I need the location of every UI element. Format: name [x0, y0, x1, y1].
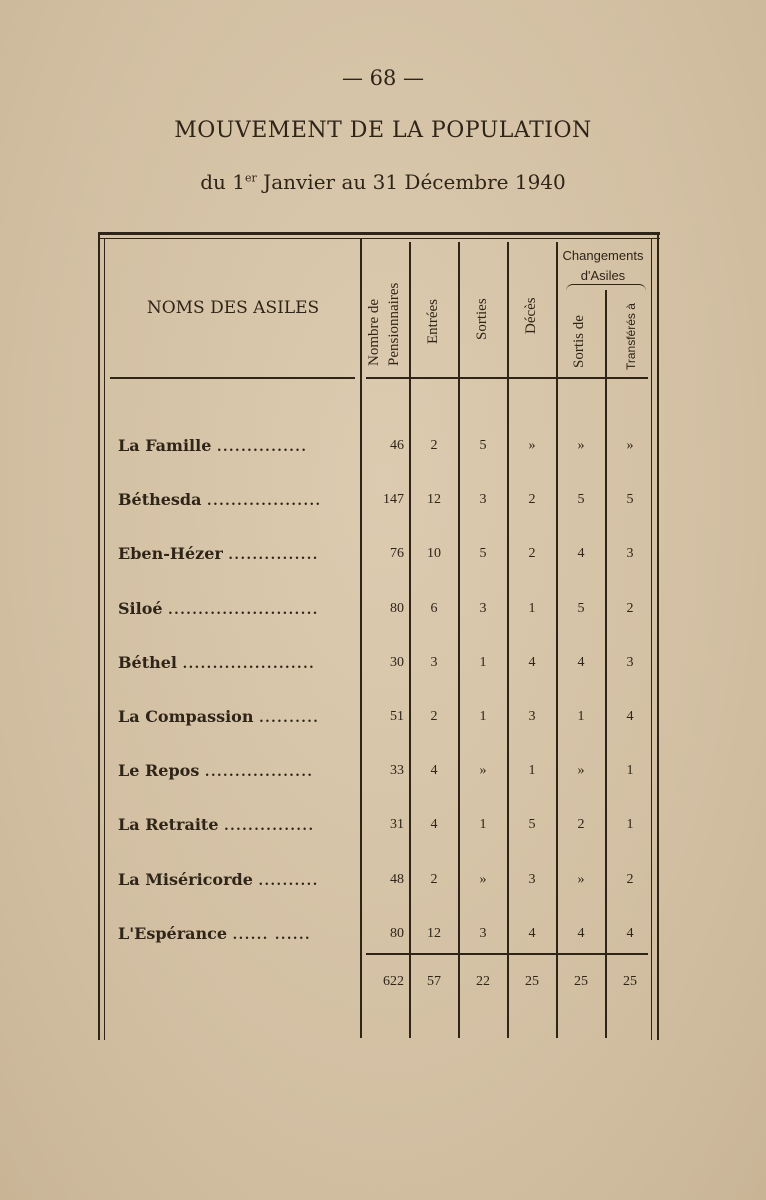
subtitle-day: 1	[232, 170, 246, 194]
page-number: — 68 —	[341, 66, 425, 90]
cell-transf: 5	[626, 492, 634, 507]
totals-rule	[366, 953, 648, 955]
table-top-rule	[98, 232, 660, 235]
col-header-transferes: Transférés à	[624, 303, 638, 370]
leader-dots: ...... ......	[232, 928, 311, 943]
cell-entrees: 2	[430, 438, 438, 453]
subtitle-prefix: du	[200, 170, 226, 194]
cell-deces: 4	[528, 655, 536, 670]
cell-sorties: 3	[479, 601, 487, 616]
asile-name	[118, 870, 319, 889]
cell-deces: 3	[528, 709, 536, 724]
col-sep-3	[458, 242, 460, 1038]
asile-name	[118, 599, 319, 618]
cell-pens: 76	[390, 546, 404, 561]
cell-deces: »	[528, 438, 536, 453]
cell-transf: 2	[626, 872, 634, 887]
table-right-border-inner	[651, 238, 652, 1040]
cell-sortis: 4	[577, 655, 585, 670]
cell-transf: 2	[626, 601, 634, 616]
total-sortis: 25	[574, 974, 588, 989]
cell-sorties: 1	[479, 817, 487, 832]
asile-name-text: Béthel	[118, 653, 177, 672]
asile-name-text: La Compassion	[118, 707, 254, 726]
cell-sorties: 3	[479, 926, 487, 941]
cell-deces: 5	[528, 817, 536, 832]
table-left-border-inner	[104, 238, 105, 1040]
subtitle-sup: er	[245, 171, 257, 185]
cell-pens: 51	[390, 709, 404, 724]
cell-sorties: 1	[479, 709, 487, 724]
cell-pens: 33	[390, 763, 404, 778]
col-header-nombre-line2: Pensionnaires	[386, 282, 402, 366]
cell-entrees: 3	[430, 655, 438, 670]
cell-deces: 1	[528, 763, 536, 778]
col-sep-2	[409, 242, 411, 1038]
total-entrees: 57	[427, 974, 441, 989]
asile-name-text: La Miséricorde	[118, 870, 253, 889]
col-sep-5	[556, 242, 558, 1038]
table-top-rule-thin	[98, 238, 660, 239]
cell-deces: 2	[528, 492, 536, 507]
cell-sortis: 1	[577, 709, 585, 724]
table-right-border	[657, 232, 659, 1040]
cell-transf: 4	[626, 926, 634, 941]
col-header-sortis-de: Sortis de	[571, 315, 587, 368]
cell-transf: 1	[626, 817, 634, 832]
header-rule-names	[110, 377, 355, 379]
asile-name	[118, 490, 322, 509]
leader-dots: ...............	[224, 819, 315, 834]
asile-name	[118, 761, 313, 780]
col-sep-1	[360, 238, 362, 1038]
col-header-entrees: Entrées	[425, 299, 441, 344]
cell-sortis: 5	[577, 492, 585, 507]
cell-deces: 4	[528, 926, 536, 941]
cell-transf: 4	[626, 709, 634, 724]
cell-sortis: 2	[577, 817, 585, 832]
asile-name-text: La Retraite	[118, 815, 219, 834]
asile-name-text: L'Espérance	[118, 924, 228, 943]
cell-entrees: 4	[430, 817, 438, 832]
leader-dots: ...............	[228, 548, 319, 563]
col-header-nombre-line1: Nombre de	[366, 298, 382, 366]
cell-pens: 30	[390, 655, 404, 670]
asile-name	[118, 815, 314, 834]
asile-name-text: Siloé	[118, 599, 163, 618]
changements-brace	[566, 284, 646, 291]
cell-entrees: 10	[427, 546, 441, 561]
cell-sortis: 4	[577, 926, 585, 941]
page-title: MOUVEMENT DE LA POPULATION	[174, 118, 592, 143]
subtitle-rest: Janvier au 31 Décembre 1940	[263, 170, 566, 194]
cell-pens: 147	[383, 492, 404, 507]
leader-dots: ...................	[207, 494, 322, 509]
asile-name	[118, 653, 315, 672]
asile-name-text: La Famille	[118, 436, 212, 455]
col-sep-4	[507, 242, 509, 1038]
cell-sortis: »	[577, 763, 585, 778]
cell-sorties: 3	[479, 492, 487, 507]
asile-name	[118, 707, 319, 726]
asile-name	[118, 924, 311, 943]
cell-sorties: 1	[479, 655, 487, 670]
cell-sortis: 4	[577, 546, 585, 561]
cell-transf: 1	[626, 763, 634, 778]
cell-pens: 48	[390, 872, 404, 887]
changements-line2: d'Asiles	[580, 268, 626, 283]
asile-name-text: Le Repos	[118, 761, 200, 780]
cell-transf: »	[626, 438, 634, 453]
total-pens: 622	[383, 974, 404, 989]
name-column-header: NOMS DES ASILES	[146, 298, 320, 318]
leader-dots: ..........	[259, 711, 320, 726]
col-sep-6	[605, 290, 607, 1038]
asile-name-text: Eben-Hézer	[118, 544, 223, 563]
cell-entrees: 6	[430, 601, 438, 616]
cell-entrees: 12	[427, 492, 441, 507]
cell-deces: 1	[528, 601, 536, 616]
col-header-sorties: Sorties	[474, 298, 490, 340]
cell-sorties: 5	[479, 546, 487, 561]
col-header-deces: Décès	[523, 297, 539, 334]
cell-sorties: »	[479, 872, 487, 887]
cell-transf: 3	[626, 655, 634, 670]
total-sorties: 22	[476, 974, 490, 989]
cell-pens: 31	[390, 817, 404, 832]
leader-dots: ..................	[204, 765, 314, 780]
cell-sortis: 5	[577, 601, 585, 616]
asile-name-text: Béthesda	[118, 490, 202, 509]
table-left-border	[98, 232, 100, 1040]
cell-deces: 2	[528, 546, 536, 561]
header-rule-cols	[366, 377, 648, 379]
cell-sortis: »	[577, 438, 585, 453]
total-deces: 25	[525, 974, 539, 989]
changements-line1: Changements	[562, 248, 644, 263]
total-transf: 25	[623, 974, 637, 989]
cell-sorties: »	[479, 763, 487, 778]
changements-header	[558, 246, 648, 286]
cell-pens: 80	[390, 601, 404, 616]
cell-sorties: 5	[479, 438, 487, 453]
leader-dots: ...............	[216, 440, 308, 455]
leader-dots: ......................	[182, 657, 316, 672]
cell-entrees: 2	[430, 872, 438, 887]
cell-pens: 80	[390, 926, 404, 941]
cell-entrees: 2	[430, 709, 438, 724]
asile-name	[118, 436, 307, 455]
cell-pens: 46	[390, 438, 404, 453]
leader-dots: ..........	[258, 874, 319, 889]
cell-transf: 3	[626, 546, 634, 561]
cell-sortis: »	[577, 872, 585, 887]
cell-entrees: 12	[427, 926, 441, 941]
cell-entrees: 4	[430, 763, 438, 778]
leader-dots: .........................	[168, 603, 319, 618]
asile-name	[118, 544, 319, 563]
cell-deces: 3	[528, 872, 536, 887]
